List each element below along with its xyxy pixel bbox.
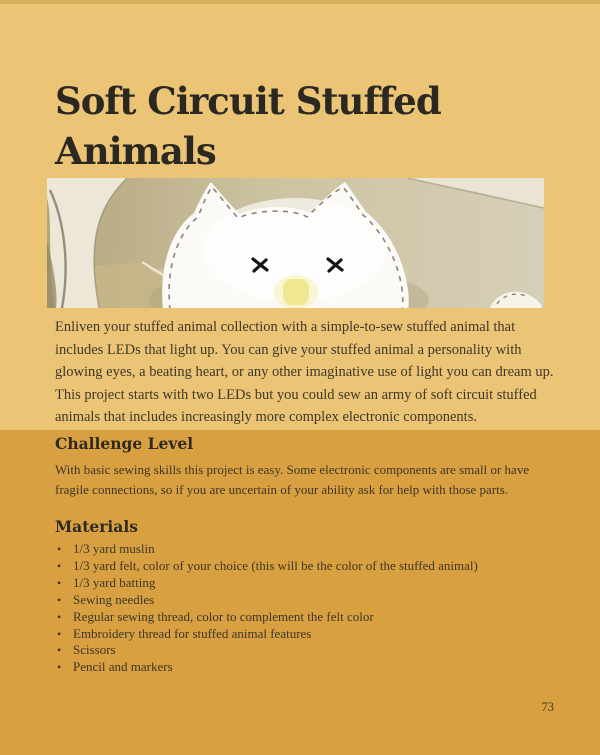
materials-item-label: Scissors (73, 642, 116, 658)
bullet-icon: • (57, 609, 62, 624)
bullet-icon: • (57, 592, 62, 607)
stuffed-cat-photo-illustration (47, 178, 544, 308)
materials-heading: Materials (55, 517, 138, 536)
cat-nose-led (283, 279, 309, 305)
materials-item-label: Regular sewing thread, color to complement the felt color (73, 608, 374, 624)
bullet-icon: • (57, 626, 62, 641)
page-number: 73 (541, 700, 554, 714)
bullet-icon: • (57, 558, 62, 573)
materials-list-item (57, 541, 557, 558)
materials-item-label: 1/3 yard felt, color of your choice (this will be the color of the stuffed animal) (73, 557, 478, 573)
intro-paragraph: Enliven your stuffed animal collection with a simple-to-sew stuffed animal that includes LEDs that light up. You can give your stuffed animal a personality with glowing eyes, a beating heart, or any other imaginative use of light you can dream up. This project starts with two LEDs but you could sew an army of soft circuit stuffed animals that includes increasingly more complex electronic components. (55, 319, 554, 425)
materials-list-item (57, 575, 557, 592)
materials-list-item (57, 642, 557, 659)
bullet-icon: • (57, 575, 62, 590)
materials-list (57, 541, 557, 676)
bullet-icon: • (57, 643, 62, 658)
materials-list-item (57, 558, 557, 575)
materials-item-label: Pencil and markers (73, 659, 173, 675)
bullet-icon: • (57, 542, 62, 556)
challenge-level-heading: Challenge Level (55, 434, 194, 453)
materials-item-label: 1/3 yard muslin (73, 541, 155, 556)
materials-list-item (57, 592, 557, 609)
bullet-icon: • (57, 660, 62, 675)
materials-list-item (57, 609, 557, 626)
materials-item-label: Embroidery thread for stuffed animal features (73, 625, 312, 641)
page-title: Soft Circuit Stuffed Animals (55, 79, 441, 173)
materials-item-label: Sewing needles (73, 591, 155, 607)
materials-list-item (57, 659, 557, 676)
challenge-level-paragraph: With basic sewing skills this project is easy. Some electronic components are small or have fragile connections, so if you are uncertain of your ability ask for help with those parts. (55, 462, 530, 497)
page-top-edge-strip (0, 0, 600, 4)
materials-item-label: 1/3 yard batting (73, 574, 156, 590)
stuffed-cat-photo (47, 178, 544, 308)
materials-list-item (57, 626, 557, 643)
